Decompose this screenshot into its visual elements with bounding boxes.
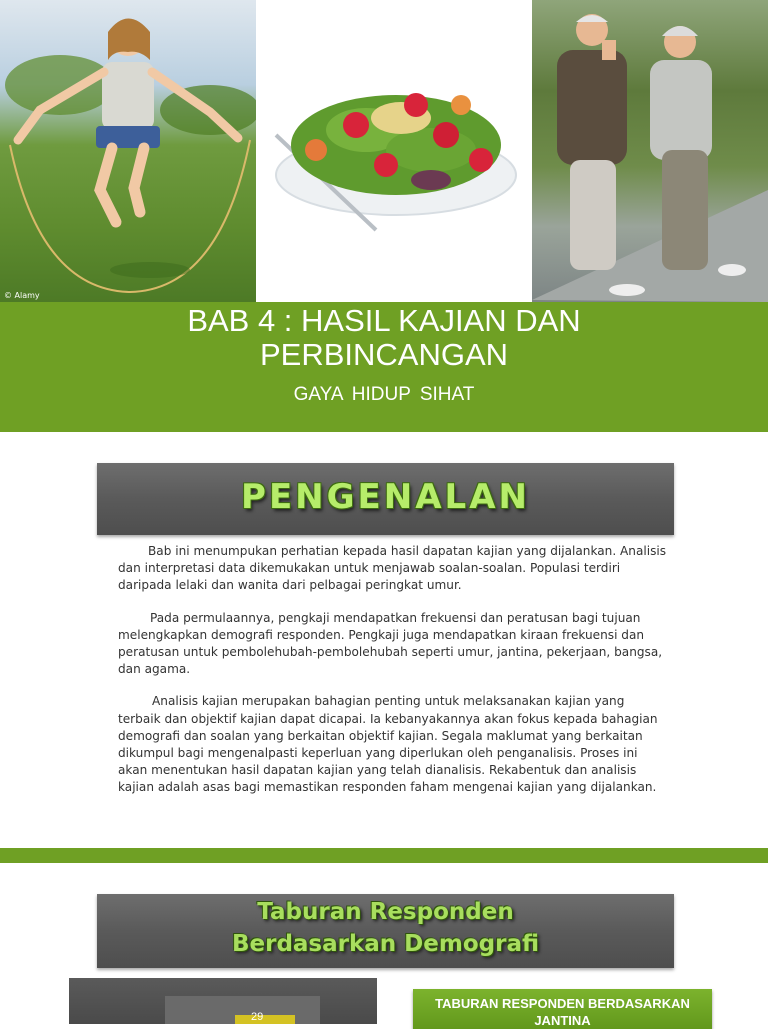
- intro-body: [118, 543, 670, 812]
- salad-illustration: [256, 0, 532, 302]
- demographics-header-banner: [97, 894, 674, 968]
- chart-data-label: 29: [251, 1011, 264, 1023]
- intro-paragraph: Analisis kajian merupakan bahagian penting untuk melaksanakan kajian yang terbaik dan objektif kajian dapat dicapai. Ia kebanyakannya akan fokus kepada bahagian demografi dan soalan yang berkaitan objektif kajian. Segala maklumat yang berkaitan dikumpul bagi mengenalpasti keperluan yang diperlukan oleh penganalisis. Proses ini akan menentukan hasil dapatan kajian yang telah dianalisis. Rekabentuk dan analisis kajian adalah asas bagi memastikan responden faham mengenai kajian yang dijalankan.: [118, 694, 658, 795]
- section-divider: [0, 848, 768, 863]
- chapter-subtitle: GAYA HIDUP SIHAT: [293, 384, 475, 405]
- photo-elderly-couple-walking: [532, 0, 768, 302]
- title-band: [0, 302, 768, 432]
- gender-distribution-title: TABURAN RESPONDEN BERDASARKAN JANTINA: [435, 996, 690, 1028]
- photo-girl-skipping-rope: [0, 0, 256, 302]
- photo-watermark: © Alamy: [4, 291, 40, 300]
- chart-bar: [235, 1015, 295, 1024]
- demographics-heading: Taburan Responden Berdasarkan Demografi: [231, 899, 540, 957]
- intro-heading: PENGENALAN: [241, 477, 530, 517]
- intro-paragraph: Bab ini menumpukan perhatian kepada hasil dapatan kajian yang dijalankan. Analisis dan interpretasi data dikemukakan untuk menjawab soalan-soalan. Populasi terdiri daripada lelaki dan wanita dari pelbagai peringkat umur.: [118, 544, 667, 593]
- photo-fruit-salad: [256, 0, 532, 302]
- intro-paragraph: Pada permulaannya, pengkaji mendapatkan frekuensi dan peratusan bagi tujuan melengkapkan demografi responden. Pengkaji juga mendapatkan kiraan frekuensi dan peratusan untuk pembolehubah-pembolehubah seperti umur, jantina, pekerjaan, bangsa, dan agama.: [118, 610, 663, 677]
- chapter-title: BAB 4 : HASIL KAJIAN DAN PERBINCANGAN: [187, 303, 581, 372]
- gender-distribution-box: [413, 989, 712, 1029]
- girl-illustration: [0, 0, 256, 302]
- walk-illustration: [532, 0, 768, 302]
- intro-header-banner: [97, 463, 674, 535]
